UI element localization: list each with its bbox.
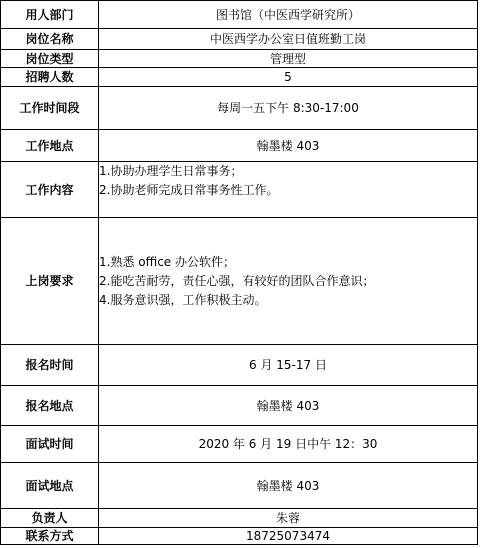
row-work-content <box>1 162 478 218</box>
requirements-line-3: 4.服务意识强，工作积极主动。 <box>99 292 267 307</box>
label-department: 用人部门 <box>1 1 99 29</box>
label-interview-time: 面试时间 <box>1 426 99 463</box>
value-signup-place: 翰墨楼 403 <box>99 386 478 426</box>
row-headcount <box>1 68 478 87</box>
row-interview-time <box>1 426 478 463</box>
value-signup-time: 6 月 15-17 日 <box>99 345 478 386</box>
label-interview-place: 面试地点 <box>1 463 99 509</box>
row-signup-time <box>1 345 478 386</box>
row-work-hours <box>1 87 478 130</box>
value-department: 图书馆（中医西学研究所） <box>99 1 478 29</box>
label-requirements: 上岗要求 <box>1 218 99 345</box>
value-work-content <box>99 162 478 218</box>
label-work-place: 工作地点 <box>1 130 99 162</box>
row-department <box>1 1 478 29</box>
row-interview-place <box>1 463 478 509</box>
label-work-content: 工作内容 <box>1 162 99 218</box>
row-position-name <box>1 29 478 50</box>
requirements-line-2: 2.能吃苦耐劳，责任心强，有较好的团队合作意识； <box>99 273 375 288</box>
value-work-hours: 每周一五下午 8:30-17:00 <box>99 87 478 130</box>
label-signup-place: 报名地点 <box>1 386 99 426</box>
label-contact-person: 负责人 <box>1 509 99 528</box>
value-interview-time: 2020 年 6 月 19 日中午 12：30 <box>99 426 478 463</box>
label-position-name: 岗位名称 <box>1 29 99 50</box>
label-headcount: 招聘人数 <box>1 68 99 87</box>
value-contact-person: 朱蓉 <box>99 509 478 528</box>
label-contact-method: 联系方式 <box>1 528 99 545</box>
row-contact-person <box>1 509 478 528</box>
work-content-line-1: 1.协助办理学生日常事务； <box>99 164 243 178</box>
value-contact-method: 18725073474 <box>99 528 478 545</box>
value-position-name: 中医西学办公室日值班勤工岗 <box>99 29 478 50</box>
row-contact-method <box>1 528 478 545</box>
row-work-place <box>1 130 478 162</box>
label-signup-time: 报名时间 <box>1 345 99 386</box>
requirements-line-1: 1.熟悉 office 办公软件； <box>99 254 236 269</box>
value-requirements <box>99 218 478 345</box>
label-work-hours: 工作时间段 <box>1 87 99 130</box>
label-position-type: 岗位类型 <box>1 50 99 68</box>
value-headcount: 5 <box>99 68 478 87</box>
value-position-type: 管理型 <box>99 50 478 68</box>
row-requirements <box>1 218 478 345</box>
row-signup-place <box>1 386 478 426</box>
value-work-place: 翰墨楼 403 <box>99 130 478 162</box>
work-content-line-2: 2.协助老师完成日常事务性工作。 <box>99 183 279 197</box>
row-position-type <box>1 50 478 68</box>
value-interview-place: 翰墨楼 403 <box>99 463 478 509</box>
